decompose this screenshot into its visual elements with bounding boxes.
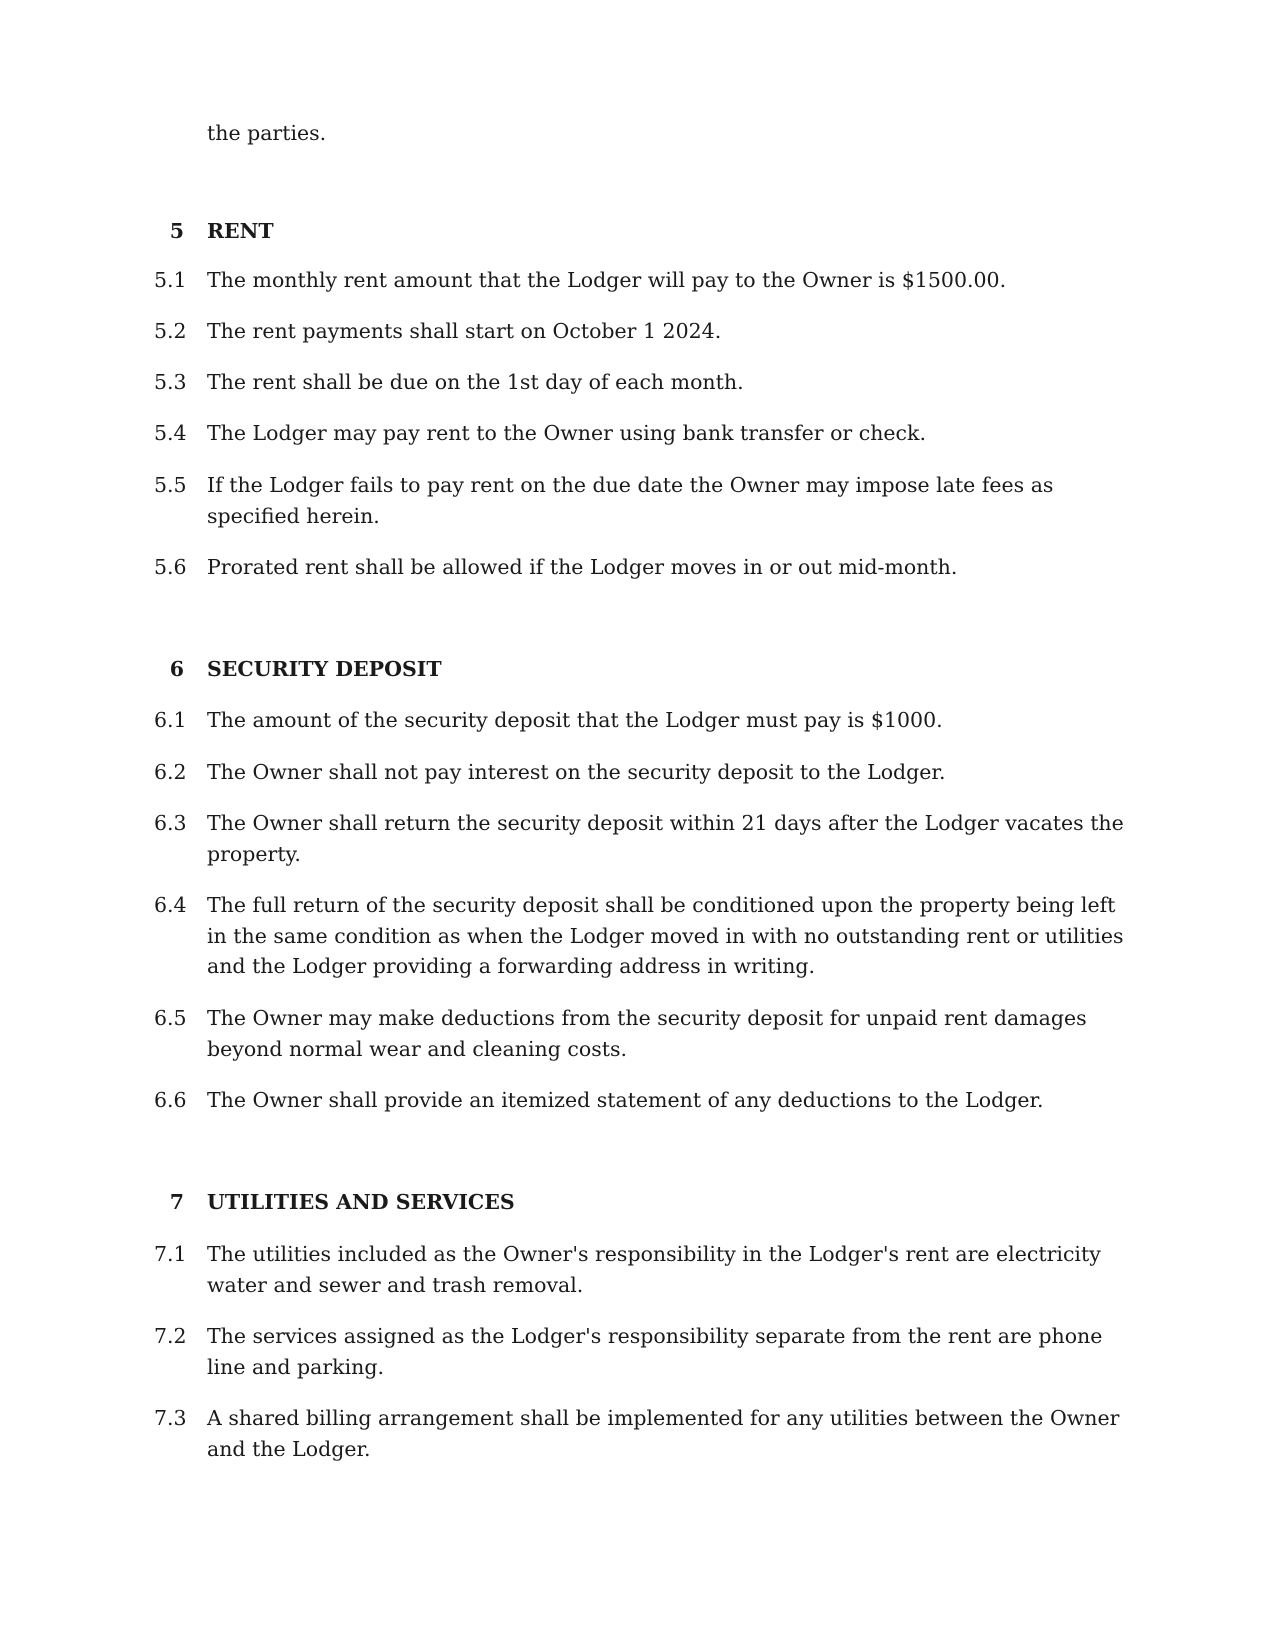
clause-number: 5.4 [154,421,187,445]
clause-text: The Owner may make deductions from the security deposit for unpaid rent damages beyond normal wear and cleaning costs. [207,1006,1087,1061]
clause-text: The monthly rent amount that the Lodger will pay to the Owner is $1500.00. [207,268,1007,292]
clause-text: The Owner shall provide an itemized statement of any deductions to the Lodger. [207,1088,1044,1112]
clause-text: The amount of the security deposit that the Lodger must pay is $1000. [207,708,943,732]
clause-number: 7.1 [154,1242,187,1266]
clause-text: The Lodger may pay rent to the Owner using bank transfer or check. [207,421,926,445]
clause-text: The services assigned as the Lodger's responsibility separate from the rent are phone line and parking. [207,1324,1103,1379]
clause-number: 5.1 [154,268,187,292]
clause-number: 5.5 [154,473,187,497]
clause-text: If the Lodger fails to pay rent on the due date the Owner may impose late fees as specified herein. [207,473,1054,528]
clause-number: 7.3 [154,1406,187,1430]
clause-text: The full return of the security deposit shall be conditioned upon the property being left in the same condition as when the Lodger moved in with no outstanding rent or utilities and the Lodger providing a forwarding address in writing. [207,893,1124,978]
clause-number: 7.2 [154,1324,187,1348]
clause-number: 6.2 [154,760,187,784]
clause-text: A shared billing arrangement shall be implemented for any utilities between the Owner and the Lodger. [207,1406,1120,1461]
clause-text: The utilities included as the Owner's responsibility in the Lodger's rent are electricity water and sewer and trash removal. [207,1242,1101,1297]
clause-number: 6.6 [154,1088,187,1112]
clause-number: 6.1 [154,708,187,732]
clause-text: The Owner shall return the security deposit within 21 days after the Lodger vacates the property. [207,811,1124,866]
clause-text: The rent shall be due on the 1st day of each month. [207,370,744,394]
section-number: 5 [169,219,184,243]
clause-number: 5.3 [154,370,187,394]
section-number: 6 [169,657,184,681]
clause-number: 6.5 [154,1006,187,1030]
section-title: RENT [207,219,274,243]
clause-text: The Owner shall not pay interest on the security deposit to the Lodger. [207,760,946,784]
clause-number: 6.3 [154,811,187,835]
section-number: 7 [169,1190,184,1214]
clause-text: Prorated rent shall be allowed if the Lodger moves in or out mid-month. [207,555,958,579]
clause-number: 5.2 [154,319,187,343]
continuation-text: the parties. [207,121,327,145]
clause-number: 6.4 [154,893,187,917]
clause-text: The rent payments shall start on October 1 2024. [207,319,722,343]
section-title: UTILITIES AND SERVICES [207,1190,515,1214]
section-title: SECURITY DEPOSIT [207,657,442,681]
clause-number: 5.6 [154,555,187,579]
